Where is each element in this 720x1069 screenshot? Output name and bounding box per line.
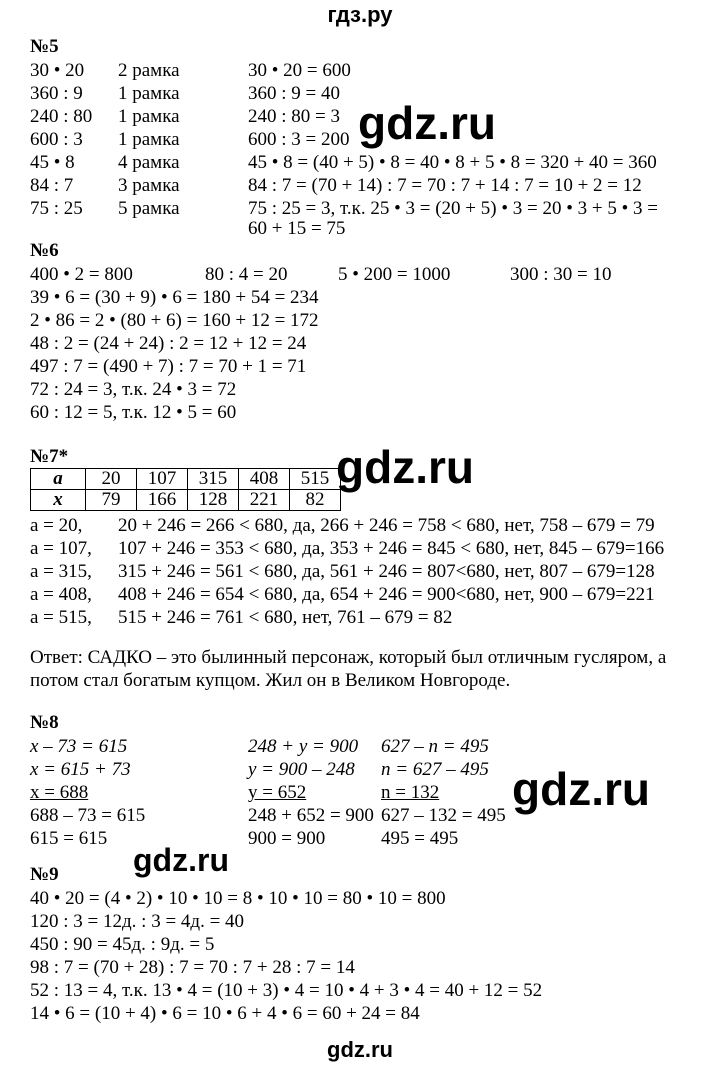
ex5-frame: 1 рамка — [118, 129, 180, 150]
ex7-a-value: a = 408, — [30, 584, 92, 605]
ex5-continuation: 60 + 15 = 75 — [248, 218, 346, 239]
ex7-title: №7* — [30, 446, 69, 467]
ex7-answer: Ответ: САДКО – это былинный персонаж, который был отличным гусляром, а потом стал богатым купцом. Жил он в Великом Новгороде. — [30, 647, 667, 691]
ex8-col1-line: x – 73 = 615 — [30, 736, 128, 757]
table-cell: 166 — [137, 490, 188, 511]
table-cell: 82 — [290, 490, 341, 511]
table-header-x: x — [31, 490, 86, 511]
table-cell: 315 — [188, 469, 239, 490]
watermark-logo: gdz.ru — [358, 97, 496, 149]
ex9-line: 120 : 3 = 12д. : 3 = 4д. = 40 — [30, 911, 245, 932]
ex9-line: 14 • 6 = (10 + 4) • 6 = 10 • 6 + 4 • 6 = 60 + 24 = 84 — [30, 1003, 420, 1024]
ex9-title: №9 — [30, 864, 59, 885]
table-cell: 128 — [188, 490, 239, 511]
ex9-line: 98 : 7 = (70 + 28) : 7 = 70 : 7 + 28 : 7 = 14 — [30, 957, 355, 978]
ex7-work: 107 + 246 = 353 < 680, да, 353 + 246 = 845 < 680, нет, 845 – 679=166 — [118, 538, 665, 559]
ex8-col1-line: 615 = 615 — [30, 828, 108, 849]
ex8-col1-line: x = 615 + 73 — [30, 759, 131, 780]
ex5-frame: 5 рамка — [118, 198, 180, 219]
watermark-logo: gdz.ru — [512, 763, 650, 815]
ex5-calculation: 75 : 25 = 3, т.к. 25 • 3 = (20 + 5) • 3 = 20 • 3 + 5 • 3 = — [248, 198, 658, 219]
ex5-calculation: 240 : 80 = 3 — [248, 106, 340, 127]
ex5-calculation: 45 • 8 = (40 + 5) • 8 = 40 • 8 + 5 • 8 = 320 + 40 = 360 — [248, 152, 657, 173]
table-header-a: a — [31, 469, 86, 490]
ex5-calculation: 360 : 9 = 40 — [248, 83, 340, 104]
ex5-frame: 3 рамка — [118, 175, 180, 196]
watermark-logo: gdz.ru — [336, 441, 474, 493]
ex8-col2-line: y = 900 – 248 — [248, 759, 355, 780]
table-cell: 79 — [86, 490, 137, 511]
ex8-col2-line: 248 + y = 900 — [248, 736, 359, 757]
ex5-expression: 600 : 3 — [30, 129, 83, 150]
ex7-work: 408 + 246 = 654 < 680, да, 654 + 246 = 900<680, нет, 900 – 679=221 — [118, 584, 655, 605]
ex7-a-value: a = 20, — [30, 515, 83, 536]
ex9-line: 40 • 20 = (4 • 2) • 10 • 10 = 8 • 10 • 10 = 80 • 10 = 800 — [30, 888, 446, 909]
table-cell: 408 — [239, 469, 290, 490]
table-row-a — [31, 469, 341, 490]
ex5-frame: 2 рамка — [118, 60, 180, 81]
ex5-expression: 75 : 25 — [30, 198, 83, 219]
ex6-top-2: 80 : 4 = 20 — [205, 264, 288, 285]
ex6-line: 60 : 12 = 5, т.к. 12 • 5 = 60 — [30, 402, 237, 423]
ex5-calculation: 84 : 7 = (70 + 14) : 7 = 70 : 7 + 14 : 7 = 10 + 2 = 12 — [248, 175, 642, 196]
ex8-col2-line: 900 = 900 — [248, 828, 326, 849]
table-cell: 20 — [86, 469, 137, 490]
ex7-work: 515 + 246 = 761 < 680, нет, 761 – 679 = 82 — [118, 607, 453, 628]
ex6-line: 48 : 2 = (24 + 24) : 2 = 12 + 12 = 24 — [30, 333, 307, 354]
ex6-line: 2 • 86 = 2 • (80 + 6) = 160 + 12 = 172 — [30, 310, 319, 331]
ex6-top-1: 400 • 2 = 800 — [30, 264, 133, 285]
ex5-calculation: 30 • 20 = 600 — [248, 60, 351, 81]
table-row-x — [31, 490, 341, 511]
ex5-expression: 30 • 20 — [30, 60, 85, 81]
ex8-col3-line: 627 – 132 = 495 — [381, 805, 506, 826]
ex5-frame: 1 рамка — [118, 83, 180, 104]
ex8-col1-line: 688 – 73 = 615 — [30, 805, 146, 826]
table-cell: 515 — [290, 469, 341, 490]
ex6-top-3: 5 • 200 = 1000 — [338, 264, 451, 285]
ex5-expression: 84 : 7 — [30, 175, 74, 196]
ex5-expression: 45 • 8 — [30, 152, 75, 173]
ex7-work: 20 + 246 = 266 < 680, да, 266 + 246 = 758 < 680, нет, 758 – 679 = 79 — [118, 515, 655, 536]
ex9-line: 52 : 13 = 4, т.к. 13 • 4 = (10 + 3) • 4 = 10 • 4 + 3 • 4 = 40 + 12 = 52 — [30, 980, 543, 1001]
ex5-calculation: 600 : 3 = 200 — [248, 129, 350, 150]
ex5-expression: 360 : 9 — [30, 83, 83, 104]
watermark-logo: gdz.ru — [133, 842, 229, 878]
ex5-frame: 1 рамка — [118, 106, 180, 127]
ex8-col1-line: x = 688 — [30, 782, 89, 803]
ex7-a-value: a = 315, — [30, 561, 92, 582]
ex6-title: №6 — [30, 240, 59, 261]
ex8-col2-line: y = 652 — [248, 782, 307, 803]
ex8-col3-line: n = 627 – 495 — [381, 759, 489, 780]
site-header: гдз.ру — [327, 2, 393, 27]
ex5-frame: 4 рамка — [118, 152, 180, 173]
ex6-line: 72 : 24 = 3, т.к. 24 • 3 = 72 — [30, 379, 237, 400]
ex8-title: №8 — [30, 712, 59, 733]
site-footer: gdz.ru — [327, 1037, 393, 1062]
table-cell: 221 — [239, 490, 290, 511]
values-table — [30, 468, 341, 511]
ex7-a-value: a = 107, — [30, 538, 92, 559]
ex7-a-value: a = 515, — [30, 607, 92, 628]
ex6-line: 39 • 6 = (30 + 9) • 6 = 180 + 54 = 234 — [30, 287, 319, 308]
ex8-col3-line: 495 = 495 — [381, 828, 459, 849]
ex8-col3-line: n = 132 — [381, 782, 440, 803]
ex9-line: 450 : 90 = 45д. : 9д. = 5 — [30, 934, 215, 955]
ex7-work: 315 + 246 = 561 < 680, да, 561 + 246 = 807<680, нет, 807 – 679=128 — [118, 561, 655, 582]
ex8-col2-line: 248 + 652 = 900 — [248, 805, 374, 826]
ex6-top-4: 300 : 30 = 10 — [510, 264, 612, 285]
ex5-title: №5 — [30, 36, 59, 57]
ex6-line: 497 : 7 = (490 + 7) : 7 = 70 + 1 = 71 — [30, 356, 307, 377]
ex8-col3-line: 627 – n = 495 — [381, 736, 489, 757]
ex5-expression: 240 : 80 — [30, 106, 93, 127]
table-cell: 107 — [137, 469, 188, 490]
